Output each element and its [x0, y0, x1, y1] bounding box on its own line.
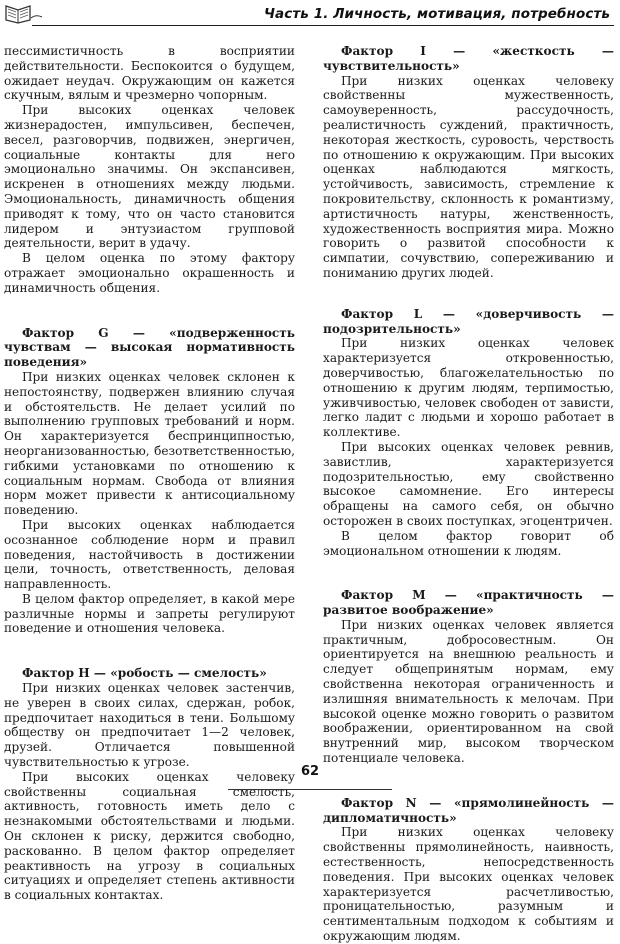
running-header-title: Часть 1. Личность, мотивация, потребность: [264, 6, 610, 22]
paragraph: В целом фактор говорит об эмоциональном отношении к людям.: [323, 528, 614, 558]
factor-m-heading: Фактор M — «практичность — развитое воображение»: [323, 588, 614, 618]
factor-i-heading: Фактор I — «жесткость — чувствительность»: [323, 44, 614, 73]
paragraph: При высоких оценках человек жизнерадостен, импульсивен, беспечен, весел, разговорчив, подвижен, энергичен, социальные контакты для него эмоционально значимы. Он экспансивен, искренен в отношениях между людьми. Эмоциональность, динамичность общения приводят к тому, что он часто становится лидером и энтузиастом групповой деятельности, верит в удачу.: [4, 103, 295, 251]
book-logo-icon: [4, 2, 44, 24]
paragraph: При низких оценках человек склонен к непостоянству, подвержен влиянию случая и обстоятельств. Не делает усилий по выполнению групповых требований и норм. Он характеризуется беспринципностью, неорганизованностью, безответственностью, гибкими установками по отношению к социальным нормам. Свобода от влияния норм может привести к антисоциальному поведению.: [4, 369, 295, 518]
paragraph: При низких оценках человек является практичным, добросовестным. Он ориентируется на внешнюю реальность и следует общепринятым нормам, ему свойственна некоторая ограниченность и излишняя внимательность к мелочам. При высокой оценке можно говорить о развитом воображении, ориентированном на свой внутренний мир, высоком творческом потенциале человека.: [323, 617, 614, 766]
paragraph: При низких оценках человеку свойственны мужественность, самоуверенность, рассудочность, реалистичность суждений, практичность, некоторая жесткость, суровость, черствость по отношению к окружающим. При высоких оценках наблюдаются мягкость, устойчивость, зависимость, стремление к покровительству, склонность к романтизму, артистичность натуры, женственность, художественность восприятия мира. Можно говорить о развитой способности к симпатии, сочувствию, сопереживанию и пониманию других людей.: [323, 73, 614, 280]
factor-g-heading: Фактор G — «подверженность чувствам — высокая нормативность поведения»: [4, 325, 295, 370]
paragraph: При низких оценках человек застенчив, не уверен в своих силах, сдержан, робок, предпочитает находиться в тени. Большому обществу он предпочитает 1—2 человек, друзей. Отличается повышенной чувствительностью к угрозе.: [4, 681, 295, 770]
paragraph: При высоких оценках человек ревнив, завистлив, характеризуется подозрительностью, ему свойственно высокое самомнение. Его интересы обращены на самого себя, он обычно осторожен в своих поступках, эгоцентричен.: [323, 439, 614, 528]
factor-n-heading: Фактор N — «прямолинейность — дипломатичность»: [323, 795, 614, 825]
paragraph: В целом фактор определяет, в какой мере различные нормы и запреты регулируют поведение и отношения человека.: [4, 591, 295, 636]
paragraph: пессимистичность в восприятии действительности. Беспокоится о будущем, ожидает неудач. Окружающим он кажется скучным, вялым и чрезмерно чопорным.: [4, 44, 295, 103]
paragraph: При низких оценках человеку свойственны прямолинейность, наивность, естественность, непосредственность поведения. При высоких оценках человек характеризуется расчетливостью, проницательностью, разумным и сентиментальным подходом к событиям и окружающим людям.: [323, 825, 614, 944]
factor-l-heading: Фактор L — «доверчивость — подозрительность»: [323, 306, 614, 336]
page-footer: [0, 760, 620, 779]
paragraph: При высоких оценках наблюдается осознанное соблюдение норм и правил поведения, настойчивость в достижении цели, точность, ответственность, деловая направленность.: [4, 517, 295, 592]
page-header: [0, 0, 620, 30]
paragraph: В целом оценка по этому фактору отражает эмоционально окрашенность и динамичность общения.: [4, 251, 295, 295]
footer-rule: [228, 789, 392, 790]
page-number: 62: [300, 764, 320, 779]
right-column: [323, 44, 614, 944]
factor-h-heading: Фактор H — «робость — смелость»: [22, 666, 267, 681]
paragraph: При высоких оценках человеку свойственны социальная смелость, активность, готовность иметь дело с незнакомыми обстоятельствами и людьми. Он склонен к риску, держится свободно, раскованно. В целом фактор определяет реактивность на угрозу в социальных ситуациях и определяет степень активности в социальных контактах.: [4, 769, 295, 903]
paragraph: При низких оценках человек характеризуется откровенностью, доверчивостью, благожелательностью по отношению к другим людям, терпимостью, уживчивостью, человек свободен от зависти, легко ладит с людьми и хорошо работает в коллективе.: [323, 336, 614, 440]
header-rule: [32, 25, 614, 26]
